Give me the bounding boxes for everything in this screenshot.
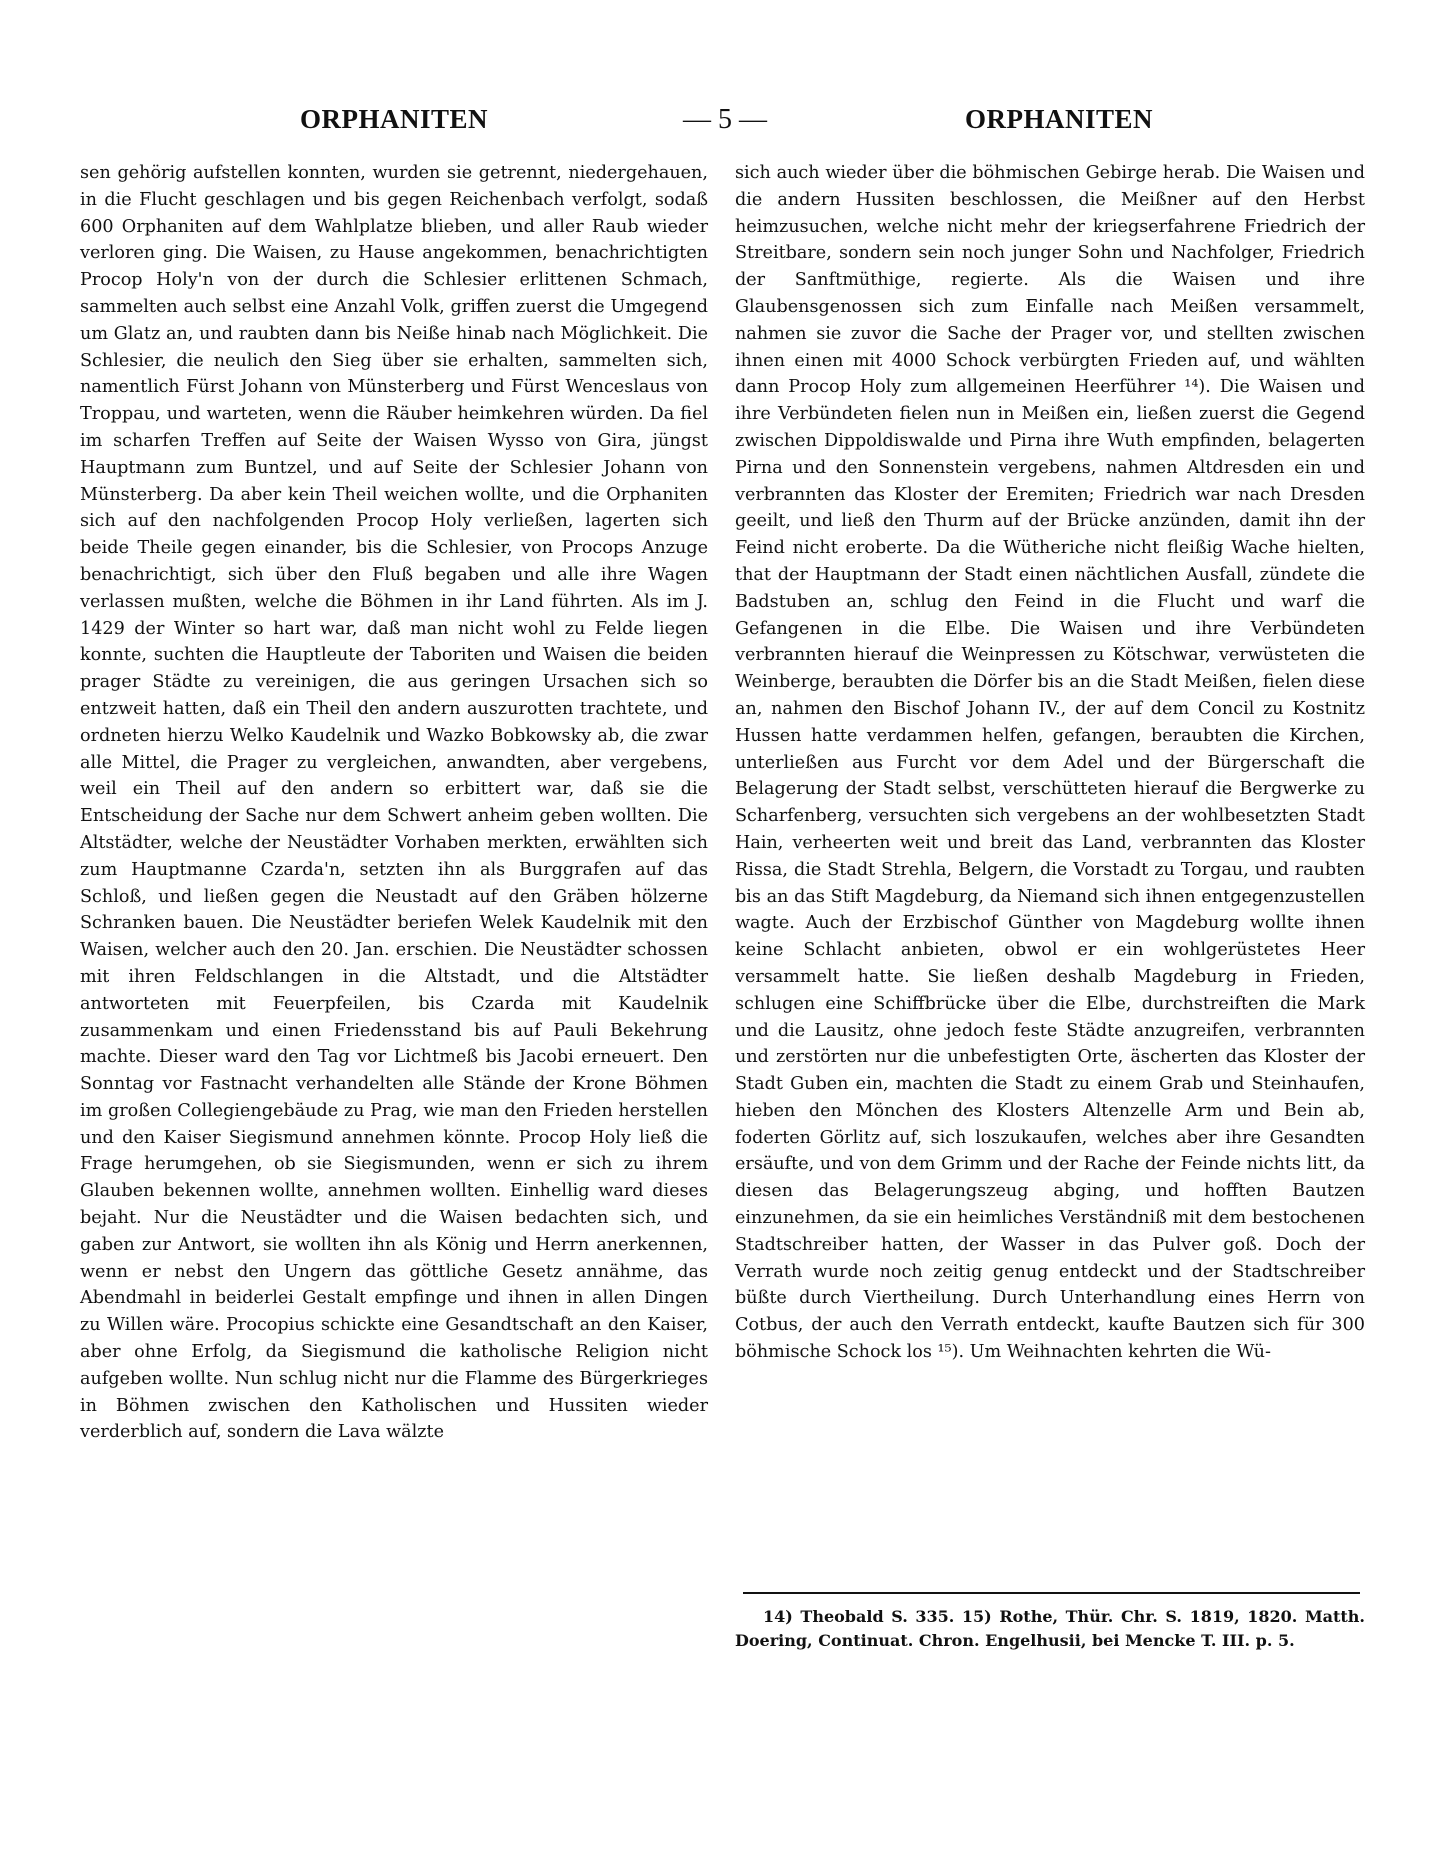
footnotes — [735, 1605, 1365, 1653]
body-text-right: sich auch wieder über die böhmischen Gebirge herab. Die Waisen und die andern Hussiten beschlossen, die Meißner auf den Herbst heimzusuchen, welche nicht mehr der kriegserfahrene Friedrich der Streitbare, sondern sein noch junger Sohn und Nachfolger, Friedrich der Sanftmüthige, regierte. Als die Waisen und ihre Glaubensgenossen sich zum Einfalle nach Meißen versammelt, nahmen sie zuvor die Sache der Prager vor, und stellten zwischen ihnen einen mit 4000 Schock verbürgten Frieden auf, und wählten dann Procop Holy zum allgemeinen Heerführer ¹⁴). Die Waisen und ihre Verbündeten fielen nun in Meißen ein, ließen zuerst die Gegend zwischen Dippoldiswalde und Pirna ihre Wuth empfinden, belagerten Pirna und den Sonnenstein vergebens, nahmen Altdresden ein und verbrannten das Kloster der Eremiten; Friedrich war nach Dresden geeilt, und ließ den Thurm auf der Brücke anzünden, damit ihn der Feind nicht eroberte. Da die Wütheriche nicht fleißig Wache hielten, that der Hauptmann der Stadt einen nächtlichen Ausfall, zündete die Badstuben an, schlug den Feind in die Flucht und warf die Gefangenen in die Elbe. Die Waisen und ihre Verbündeten verbrannten hierauf die Weinpressen zu Kötschwar, verwüsteten die Weinberge, beraubten die Dörfer bis an die Stadt Meißen, fielen diese an, nahmen den Bischof Johann IV., der auf dem Concil zu Kostnitz Hussen hatte verdammen helfen, gefangen, beraubten die Kirchen, unterließen aus Furcht vor dem Adel und der Bürgerschaft die Belagerung der Stadt selbst, verschütteten hierauf die Bergwerke zu Scharfenberg, versuchten sich vergebens an der wohlbesetzten Stadt Hain, verheerten weit und breit das Land, verbrannten das Kloster Rissa, die Stadt Strehla, Belgern, die Vorstadt zu Torgau, und raubten bis an das Stift Magdeburg, da Niemand sich ihnen entgegenzustellen wagte. Auch der Erzbischof Günther von Magdeburg wollte ihnen keine Schlacht anbieten, obwol er ein wohlgerüstetes Heer versammelt hatte. Sie ließen deshalb Magdeburg in Frieden, schlugen eine Schiffbrücke über die Elbe, durchstreiften die Mark und die Lausitz, ohne jedoch feste Städte anzugreifen, verbrannten und zerstörten nur die unbefestigten Orte, äscherten das Kloster der Stadt Guben ein, machten die Stadt zu einem Grab und Steinhaufen, hieben den Mönchen des Klosters Altenzelle Arm und Bein ab, foderten Görlitz auf, sich loszukaufen, welches aber ihre Gesandten ersäufte, und von dem Grimm und der Rache der Feinde nichts litt, da diesen das Belagerungszeug abging, und hofften Bautzen einzunehmen, da sie ein heimliches Verständniß mit dem bestochenen Stadtschreiber hatten, der Wasser in das Pulver goß. Doch der Verrath wurde noch zeitig genug entdeckt und der Stadtschreiber büßte durch Viertheilung. Durch Unterhandlung eines Herrn von Cotbus, der auch den Verrath entdeckt, kaufte Bautzen sich für 300 böhmische Schock los ¹⁵). Um Weihnachten kehrten die Wü- — [735, 163, 1365, 1363]
footnote-separator — [743, 1592, 1360, 1594]
running-head-left: ORPHANITEN — [300, 104, 489, 134]
page-number: — 5 — — [683, 104, 767, 135]
text-column-left — [80, 160, 708, 1446]
running-head-right: ORPHANITEN — [965, 104, 1154, 134]
page-header — [0, 96, 1445, 146]
body-text-left: sen gehörig aufstellen konnten, wurden sie getrennt, niedergehauen, in die Flucht geschlagen und bis gegen Reichenbach verfolgt, sodaß 600 Orphaniten auf dem Wahlplatze blieben, und aller Raub wieder verloren ging. Die Waisen, zu Hause angekommen, benachrichtigten Procop Holy'n von der durch die Schlesier erlittenen Schmach, sammelten auch selbst eine Anzahl Volk, griffen zuerst die Umgegend um Glatz an, und raubten dann bis Neiße hinab nach Möglichkeit. Die Schlesier, die neulich den Sieg über sie erhalten, sammelten sich, namentlich Fürst Johann von Münsterberg und Fürst Wenceslaus von Troppau, und warteten, wenn die Räuber heimkehren würden. Da fiel im scharfen Treffen auf Seite der Waisen Wysso von Gira, jüngst Hauptmann zum Buntzel, und auf Seite der Schlesier Johann von Münsterberg. Da aber kein Theil weichen wollte, und die Orphaniten sich auf den nachfolgenden Procop Holy verließen, lagerten sich beide Theile gegen einander, bis die Schlesier, von Procops Anzuge benachrichtigt, sich über den Fluß begaben und alle ihre Wagen verlassen mußten, welche die Böhmen in ihr Land führten. Als im J. 1429 der Winter so hart war, daß man nicht wohl zu Felde liegen konnte, suchten die Hauptleute der Taboriten und Waisen die beiden prager Städte zu vereinigen, die aus geringen Ursachen sich so entzweit hatten, daß ein Theil den andern auszurotten trachtete, und ordneten hierzu Welko Kaudelnik und Wazko Bobkowsky ab, die zwar alle Mittel, die Prager zu vergleichen, anwandten, aber vergebens, weil ein Theil auf den andern so erbittert war, daß sie die Entscheidung der Sache nur dem Schwert anheim geben wollten. Die Altstädter, welche der Neustädter Vorhaben merkten, erwählten sich zum Hauptmanne Czarda'n, setzten ihn als Burggrafen auf das Schloß, und ließen gegen die Neustadt auf den Gräben hölzerne Schranken bauen. Die Neustädter beriefen Welek Kaudelnik mit den Waisen, welcher auch den 20. Jan. erschien. Die Neustädter schossen mit ihren Feldschlangen in die Altstadt, und die Altstädter antworteten mit Feuerpfeilen, bis Czarda mit Kaudelnik zusammenkam und einen Friedensstand bis auf Pauli Bekehrung machte. Dieser ward den Tag vor Lichtmeß bis Jacobi erneuert. Den Sonntag vor Fastnacht verhandelten alle Stände der Krone Böhmen im großen Collegiengebäude zu Prag, wie man den Frieden herstellen und den Kaiser Siegismund annehmen könnte. Procop Holy ließ die Frage herumgehen, ob sie Siegismunden, wenn er sich zu ihrem Glauben bekennen wollte, annehmen wollten. Einhellig ward dieses bejaht. Nur die Neustädter und die Waisen bedachten sich, und gaben zur Antwort, sie wollten ihn als König und Herrn anerkennen, wenn er nebst den Ungern das göttliche Gesetz annähme, das Abendmahl in beiderlei Gestalt empfinge und ihnen in allen Dingen zu Willen wäre. Procopius schickte eine Gesandtschaft an den Kaiser, aber ohne Erfolg, da Siegismund die katholische Religion nicht aufgeben wollte. Nun schlug nicht nur die Flamme des Bürgerkrieges in Böhmen zwischen den Katholischen und Hussiten wieder verderblich auf, sondern die Lava wälzte — [80, 163, 708, 1443]
footnote-text: 14) Theobald S. 335. 15) Rothe, Thür. Chr. S. 1819, 1820. Matth. Doering, Continuat. Chron. Engelhusii, bei Mencke T. III. p. 5. — [735, 1607, 1365, 1650]
text-column-right — [735, 160, 1365, 1366]
